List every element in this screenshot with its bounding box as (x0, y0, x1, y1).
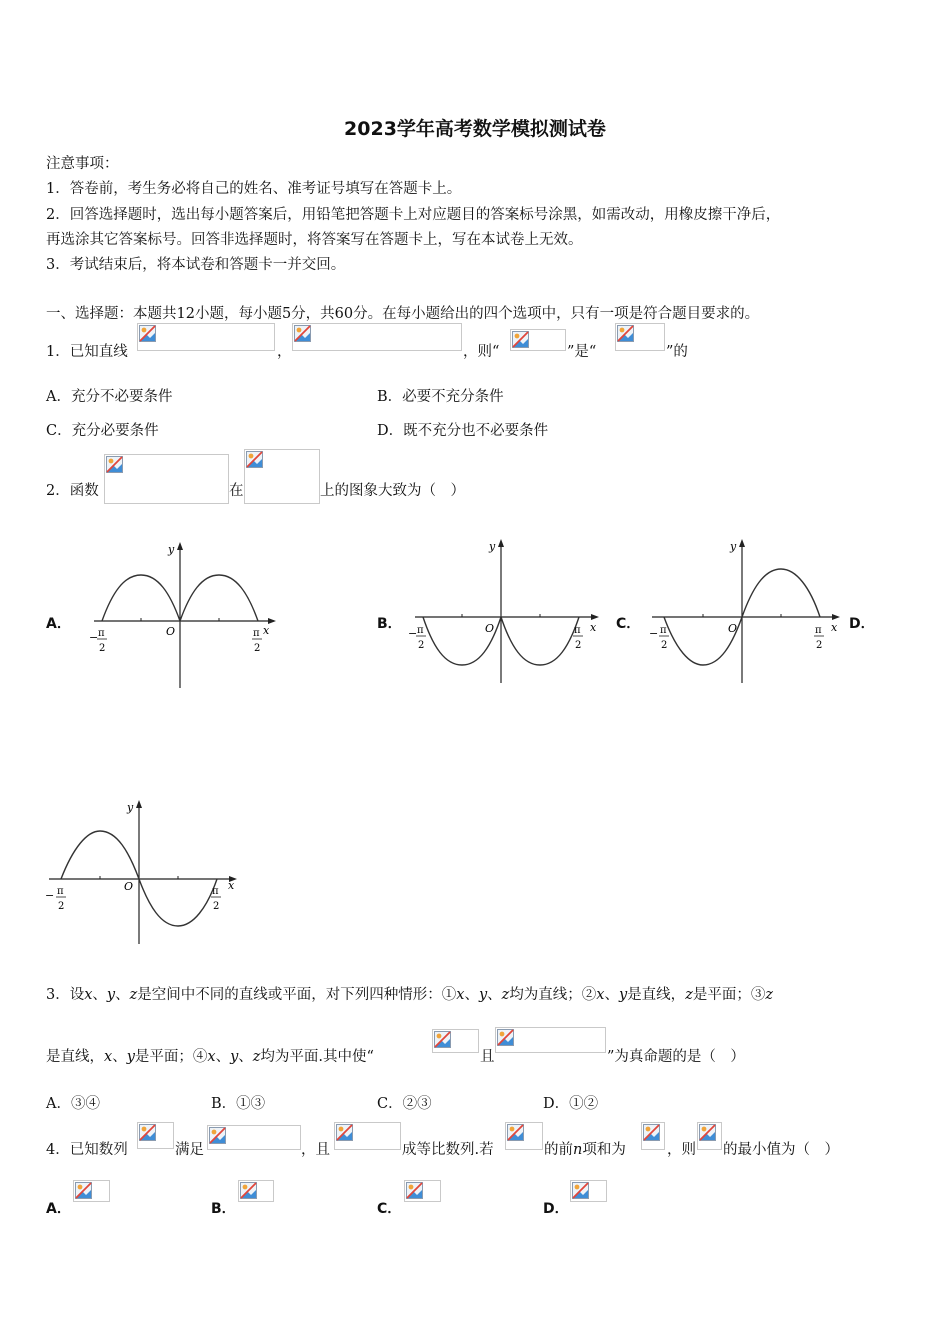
formula-image (292, 323, 462, 351)
formula-image (404, 1180, 441, 1202)
q3-option-c[interactable]: C．②③ (377, 1096, 432, 1112)
notice-line-3: 3．考试结束后，将本试卷和答题卡一并交回。 (46, 257, 346, 273)
tick-pi: π (253, 628, 260, 639)
tick-two: 2 (213, 901, 220, 912)
formula-image (570, 1180, 607, 1202)
broken-image-icon (75, 1182, 92, 1199)
broken-image-icon (139, 1124, 156, 1141)
q4-option-c[interactable]: C． (377, 1201, 402, 1217)
tick-two: 2 (816, 640, 823, 651)
x-axis-label: x (228, 879, 235, 892)
q4-option-b[interactable]: B． (211, 1201, 236, 1217)
tick-two: 2 (575, 640, 582, 651)
q3-option-b[interactable]: B．①③ (211, 1096, 266, 1112)
graph-c (646, 535, 846, 687)
q3-line-1: 3．设x、y、z是空间中不同的直线或平面，对下列四种情形：①x、y、z均为直线；②x、y是直线，z是平面；③z (46, 987, 773, 1003)
q1-text-4: ”是“ (567, 344, 597, 360)
notice-heading: 注意事项： (46, 156, 119, 172)
q1-text-5: ”的 (666, 344, 688, 360)
tick-pi: π (815, 625, 822, 636)
broken-image-icon (246, 451, 263, 468)
graph-b (405, 535, 605, 687)
formula-image (697, 1122, 722, 1150)
tick-pi: π (212, 886, 219, 897)
broken-image-icon (643, 1124, 660, 1141)
formula-image (510, 329, 566, 351)
formula-image (207, 1125, 301, 1150)
broken-image-icon (139, 325, 156, 342)
formula-image (432, 1029, 479, 1053)
tick-minus: − (408, 627, 418, 640)
q2-option-b[interactable]: B． (377, 616, 402, 632)
tick-two: 2 (418, 640, 425, 651)
formula-image (73, 1180, 110, 1202)
origin-label: O (124, 880, 134, 893)
tick-pi: π (574, 625, 581, 636)
q3-text-end: ”为真命题的是（ ） (607, 1049, 745, 1065)
x-axis-label: x (831, 621, 838, 634)
q1-option-a[interactable]: A．充分不必要条件 (46, 389, 173, 405)
formula-image (137, 1122, 174, 1149)
q4-text-4: 成等比数列.若 (402, 1142, 494, 1158)
q3-line-2a: 是直线，x、y是平面；④x、y、z均为平面.其中使“ (46, 1049, 374, 1065)
q4-option-d[interactable]: D． (543, 1201, 569, 1217)
origin-label: O (728, 622, 738, 635)
broken-image-icon (507, 1124, 524, 1141)
tick-minus: − (649, 627, 659, 640)
formula-image (244, 449, 320, 504)
broken-image-icon (209, 1127, 226, 1144)
tick-two: 2 (661, 640, 668, 651)
broken-image-icon (294, 325, 311, 342)
broken-image-icon (699, 1124, 716, 1141)
notice-line-1: 1．答卷前，考生务必将自己的姓名、准考证号填写在答题卡上。 (46, 181, 462, 197)
tick-pi: π (57, 886, 64, 897)
q1-option-c[interactable]: C．充分必要条件 (46, 423, 159, 439)
q4-text-6: ，则 (667, 1142, 696, 1158)
y-axis-label: y (730, 540, 737, 553)
broken-image-icon (434, 1031, 451, 1048)
x-axis-label: x (263, 624, 270, 637)
tick-two: 2 (99, 643, 106, 654)
q4-option-a[interactable]: A． (46, 1201, 71, 1217)
graph-d (43, 796, 243, 948)
graph-a (84, 538, 284, 690)
notice-line-2b: 再选涂其它答案标号。回答非选择题时，将答案写在答题卡上，写在本试卷上无效。 (46, 232, 583, 248)
q1-text-2: ， (277, 344, 292, 360)
tick-minus: − (45, 889, 55, 902)
formula-image (615, 323, 665, 351)
q2-option-d[interactable]: D． (849, 616, 875, 632)
y-axis-label: y (489, 540, 496, 553)
q3-text-and: 且 (480, 1049, 495, 1065)
broken-image-icon (406, 1182, 423, 1199)
formula-image (104, 454, 229, 504)
q1-option-d[interactable]: D．既不充分也不必要条件 (377, 423, 549, 439)
q3-option-d[interactable]: D．①② (543, 1096, 599, 1112)
y-axis-label: y (127, 801, 134, 814)
section-heading: 一、选择题：本题共12小题，每小题5分，共60分。在每小题给出的四个选项中，只有一项是符合题目要求的。 (46, 306, 760, 322)
formula-image (334, 1122, 401, 1150)
formula-image (238, 1180, 274, 1202)
q1-text-3: ，则“ (463, 344, 500, 360)
broken-image-icon (497, 1029, 514, 1046)
tick-two: 2 (58, 901, 65, 912)
formula-image (137, 323, 275, 351)
notice-line-2a: 2．回答选择题时，选出每小题答案后，用铅笔把答题卡上对应题目的答案标号涂黑，如需改动，用橡皮擦干净后， (46, 207, 781, 223)
formula-image (495, 1027, 606, 1053)
q2-text-3: 上的图象大致为（ ） (320, 483, 465, 499)
q4-text-5: 的前n项和为 (544, 1142, 626, 1158)
tick-pi: π (98, 628, 105, 639)
tick-pi: π (660, 625, 667, 636)
y-axis-label: y (168, 543, 175, 556)
x-axis-label: x (590, 621, 597, 634)
formula-image (505, 1122, 543, 1150)
broken-image-icon (106, 456, 123, 473)
q4-text-2: 满足 (175, 1142, 204, 1158)
origin-label: O (485, 622, 495, 635)
q3-option-a[interactable]: A．③④ (46, 1096, 100, 1112)
formula-image (641, 1122, 665, 1150)
broken-image-icon (512, 331, 529, 348)
q4-text-3: ，且 (301, 1142, 330, 1158)
broken-image-icon (572, 1182, 589, 1199)
q4-text-7: 的最小值为（ ） (723, 1142, 839, 1158)
q2-text-2: 在 (229, 483, 244, 499)
q2-option-a[interactable]: A． (46, 616, 71, 632)
origin-label: O (166, 625, 176, 638)
page-title: 2023学年高考数学模拟测试卷 (344, 118, 606, 140)
q2-text-1: 2．函数 (46, 483, 99, 499)
q1-text-1: 1．已知直线 (46, 344, 128, 360)
tick-pi: π (417, 625, 424, 636)
broken-image-icon (240, 1182, 257, 1199)
broken-image-icon (617, 325, 634, 342)
q4-text-1: 4．已知数列 (46, 1142, 128, 1158)
q2-option-c[interactable]: C． (616, 616, 641, 632)
q1-option-b[interactable]: B．必要不充分条件 (377, 389, 504, 405)
tick-two: 2 (254, 643, 261, 654)
broken-image-icon (336, 1124, 353, 1141)
tick-minus: − (89, 631, 99, 644)
